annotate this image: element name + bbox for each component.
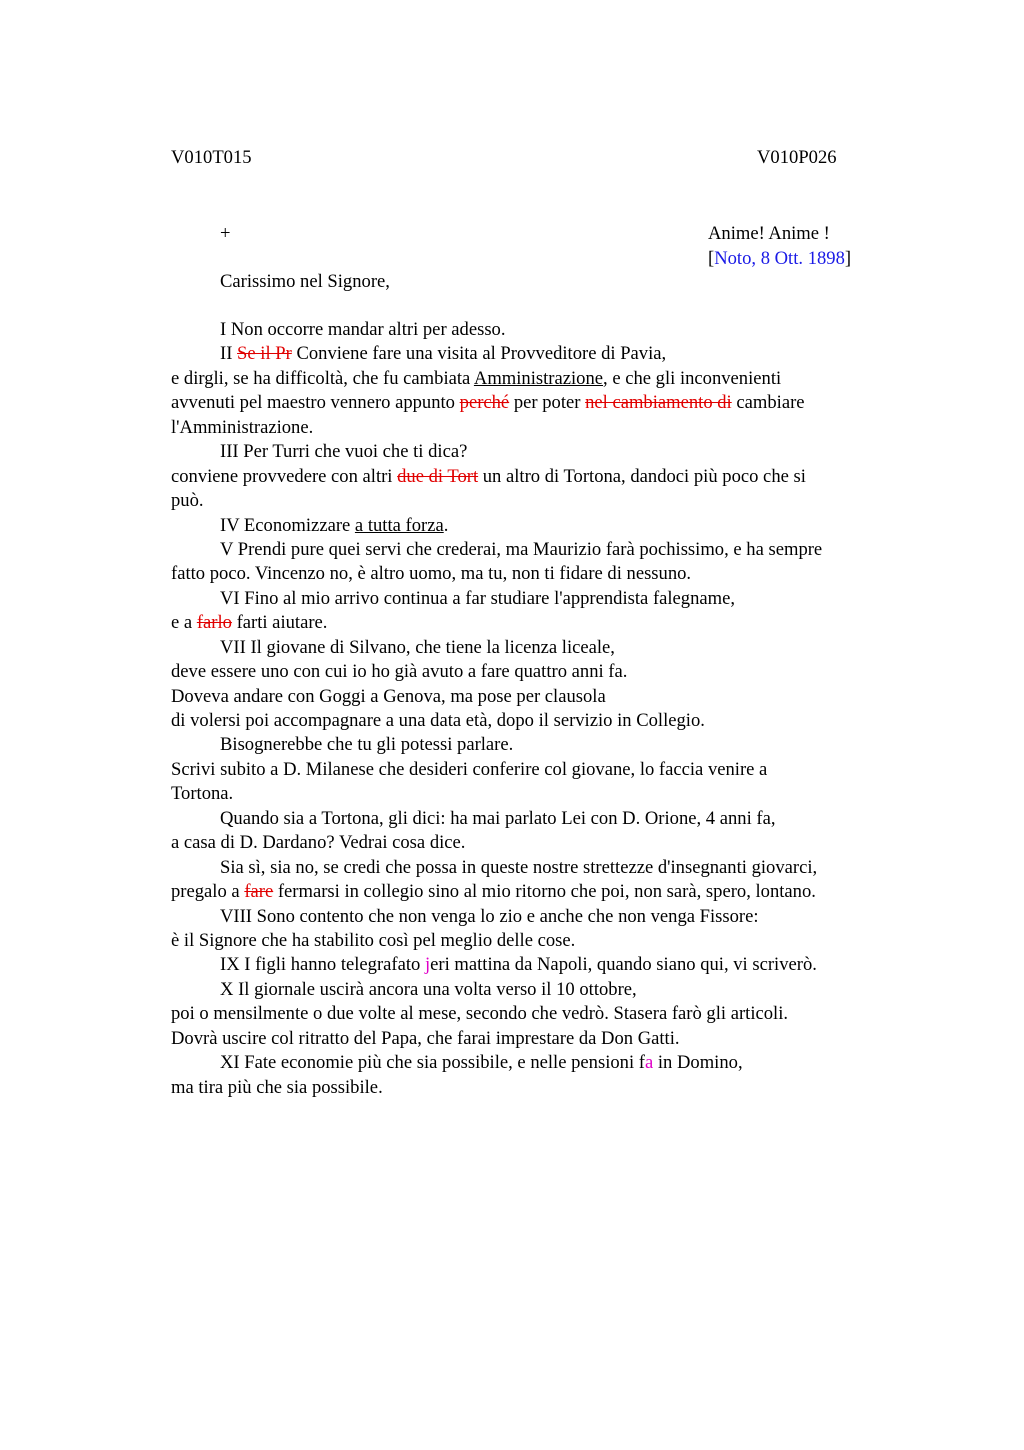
text-line: fatto poco. Vincenzo no, è altro uomo, ma tu, non ti fidare di nessuno. xyxy=(171,563,692,585)
deleted-text: due di Tort xyxy=(397,465,479,487)
text-line: di volersi poi accompagnare a una data età, dopo il servizio in Collegio. xyxy=(171,710,705,731)
place-date: Noto, 8 Ott. 1898 xyxy=(714,247,845,269)
text-span: per poter xyxy=(509,392,586,414)
motto-block xyxy=(708,222,851,271)
text-span: IX I figli hanno telegrafato xyxy=(220,954,425,976)
text-line: ma tira più che sia possibile. xyxy=(171,1076,383,1098)
cross-symbol: + xyxy=(220,223,231,244)
bracket-close: ] xyxy=(844,247,852,269)
inserted-text: a xyxy=(644,1052,654,1074)
text-line xyxy=(171,880,911,904)
letter-body xyxy=(171,318,911,1100)
text-line xyxy=(171,342,911,366)
text-line: Dovrà uscire col ritratto del Papa, che farai imprestare da Don Gatti. xyxy=(171,1027,680,1049)
text-line: Doveva andare con Goggi a Genova, ma pose per clausola xyxy=(171,685,606,707)
text-span: conviene provvedere con altri xyxy=(171,465,398,487)
text-line xyxy=(171,391,911,415)
deleted-text: nel cambiamento di xyxy=(585,392,732,414)
text-line xyxy=(171,1051,911,1075)
text-line: Bisognerebbe che tu gli potessi parlare. xyxy=(220,734,514,756)
text-span: un altro di Tortona, dandoci più poco che si xyxy=(478,465,806,487)
text-line: VII Il giovane di Silvano, che tiene la licenza liceale, xyxy=(220,636,615,658)
text-line: deve essere uno con cui io ho già avuto a fare quattro anni fa. xyxy=(171,661,628,683)
text-line: poi o mensilmente o due volte al mese, secondo che vedrò. Stasera farò gli articoli. xyxy=(171,1003,789,1025)
text-span: e a xyxy=(171,612,197,634)
text-line xyxy=(171,953,911,977)
deleted-text: fare xyxy=(244,881,274,903)
document-code-left: V010T015 xyxy=(171,147,252,168)
text-span: cambiare xyxy=(731,392,805,414)
text-span: pregalo a xyxy=(171,881,245,903)
text-line xyxy=(171,611,911,635)
text-line: Quando sia a Tortona, gli dici: ha mai parlato Lei con D. Orione, 4 anni fa, xyxy=(220,807,776,829)
text-span: farti aiutare. xyxy=(231,612,328,634)
text-span: Conviene fare una visita al Provveditore di Pavia, xyxy=(291,343,667,365)
text-span: in Domino, xyxy=(653,1052,743,1074)
text-line: Scrivi subito a D. Milanese che desideri conferire col giovane, lo faccia venire a xyxy=(171,758,768,780)
greeting: Carissimo nel Signore, xyxy=(220,271,390,292)
text-line: VI Fino al mio arrivo continua a far studiare l'apprendista falegname, xyxy=(220,587,736,609)
text-line: I Non occorre mandar altri per adesso. xyxy=(220,319,506,340)
text-span: II xyxy=(220,343,238,365)
deleted-text: farlo xyxy=(196,612,232,634)
text-span: IV Economizzare xyxy=(220,514,355,536)
text-span: , e che gli inconvenienti xyxy=(603,367,782,389)
text-span: . xyxy=(443,514,449,536)
underlined-text: a tutta forza xyxy=(354,514,444,536)
document-code-right: V010P026 xyxy=(757,147,837,168)
text-span: eri mattina da Napoli, quando siano qui, vi scriverò. xyxy=(430,954,817,976)
underlined-text: Amministrazione xyxy=(473,367,604,389)
deleted-text: perché xyxy=(459,392,510,414)
text-line xyxy=(171,514,911,538)
text-line: III Per Turri che vuoi che ti dica? xyxy=(220,441,468,463)
motto-line: Anime! Anime ! xyxy=(708,223,830,244)
deleted-text: Se il Pr xyxy=(237,343,292,365)
text-line: a casa di D. Dardano? Vedrai cosa dice. xyxy=(171,832,466,854)
text-span: XI Fate economie più che sia possibile, e nelle pensioni f xyxy=(220,1052,645,1074)
text-line: V Prendi pure quei servi che crederai, ma Maurizio farà pochissimo, e ha sempre xyxy=(220,538,823,560)
text-line: Sia sì, sia no, se credi che possa in queste nostre strettezze d'insegnanti giovarci, xyxy=(220,856,818,878)
text-line: può. xyxy=(171,490,204,512)
text-line: è il Signore che ha stabilito così pel meglio delle cose. xyxy=(171,929,576,951)
text-span: e dirgli, se ha difficoltà, che fu cambiata xyxy=(171,367,474,389)
text-line: l'Amministrazione. xyxy=(171,416,314,438)
text-span: avvenuti pel maestro vennero appunto xyxy=(171,392,460,414)
text-line: X Il giornale uscirà ancora una volta verso il 10 ottobre, xyxy=(220,978,637,1000)
inserted-text: j xyxy=(424,954,431,976)
text-line: Tortona. xyxy=(171,783,234,805)
text-line xyxy=(171,367,911,391)
bracket-open: [ xyxy=(708,247,715,269)
text-line: VIII Sono contento che non venga lo zio e anche che non venga Fissore: xyxy=(220,905,759,927)
text-span: fermarsi in collegio sino al mio ritorno che poi, non sarà, spero, lontano. xyxy=(273,881,816,903)
text-line xyxy=(171,465,911,489)
place-date-line xyxy=(708,247,851,272)
